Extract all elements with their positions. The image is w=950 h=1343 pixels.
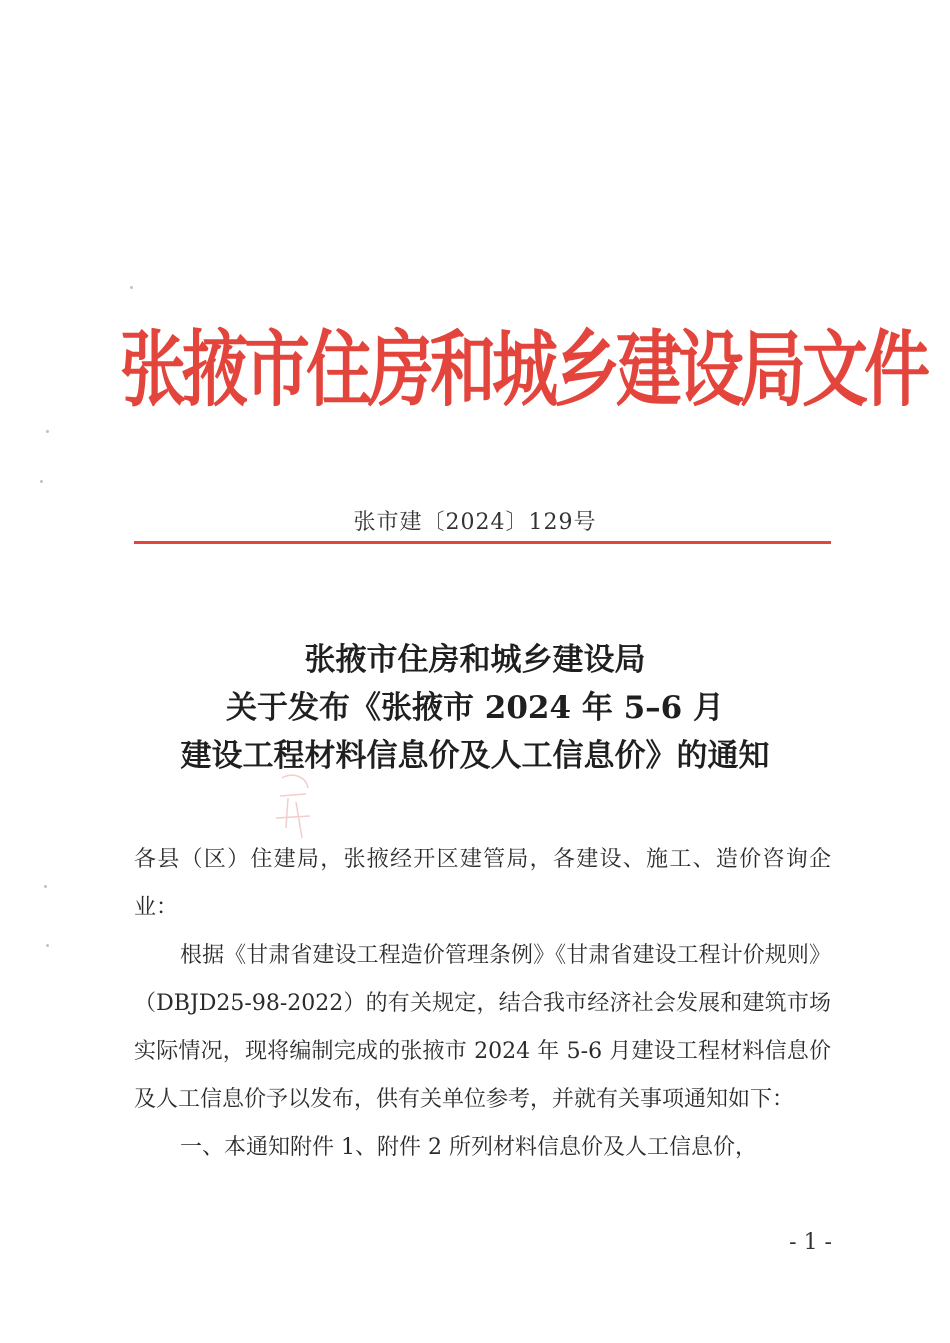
addressee-paragraph: 各县（区）住建局，张掖经开区建管局，各建设、施工、造价咨询企业：	[134, 847, 831, 920]
body-text	[134, 836, 831, 1172]
scan-speck	[46, 430, 49, 433]
red-divider-rule	[134, 541, 831, 544]
title-line-3: 建设工程材料信息价及人工信息价》的通知	[180, 738, 770, 774]
scan-speck	[130, 286, 133, 289]
scan-speck	[44, 885, 47, 888]
scan-speck	[46, 944, 49, 947]
notice-title	[100, 636, 850, 780]
title-line-2: 关于发布《张掖市 2024 年 5–6 月	[225, 690, 725, 726]
basis-paragraph: 根据《甘肃省建设工程造价管理条例》《甘肃省建设工程计价规则》（DBJD25-98-2022）的有关规定，结合我市经济社会发展和建筑市场实际情况，现将编制完成的张掖市 2024 年 5-6 月建设工程材料信息价及人工信息价予以发布，供有关单位参考，并就有关事项通知如下：	[134, 943, 831, 1112]
item-one-paragraph: 一、本通知附件 1、附件 2 所列材料信息价及人工信息价，	[180, 1135, 757, 1160]
title-line-1: 张掖市住房和城乡建设局	[304, 642, 646, 678]
doc-number: 张市建〔2024〕129号	[353, 510, 597, 535]
page-number: - 1 -	[789, 1230, 832, 1255]
scan-speck	[40, 480, 43, 483]
org-header: 张掖市住房和城乡建设局文件	[120, 321, 926, 418]
